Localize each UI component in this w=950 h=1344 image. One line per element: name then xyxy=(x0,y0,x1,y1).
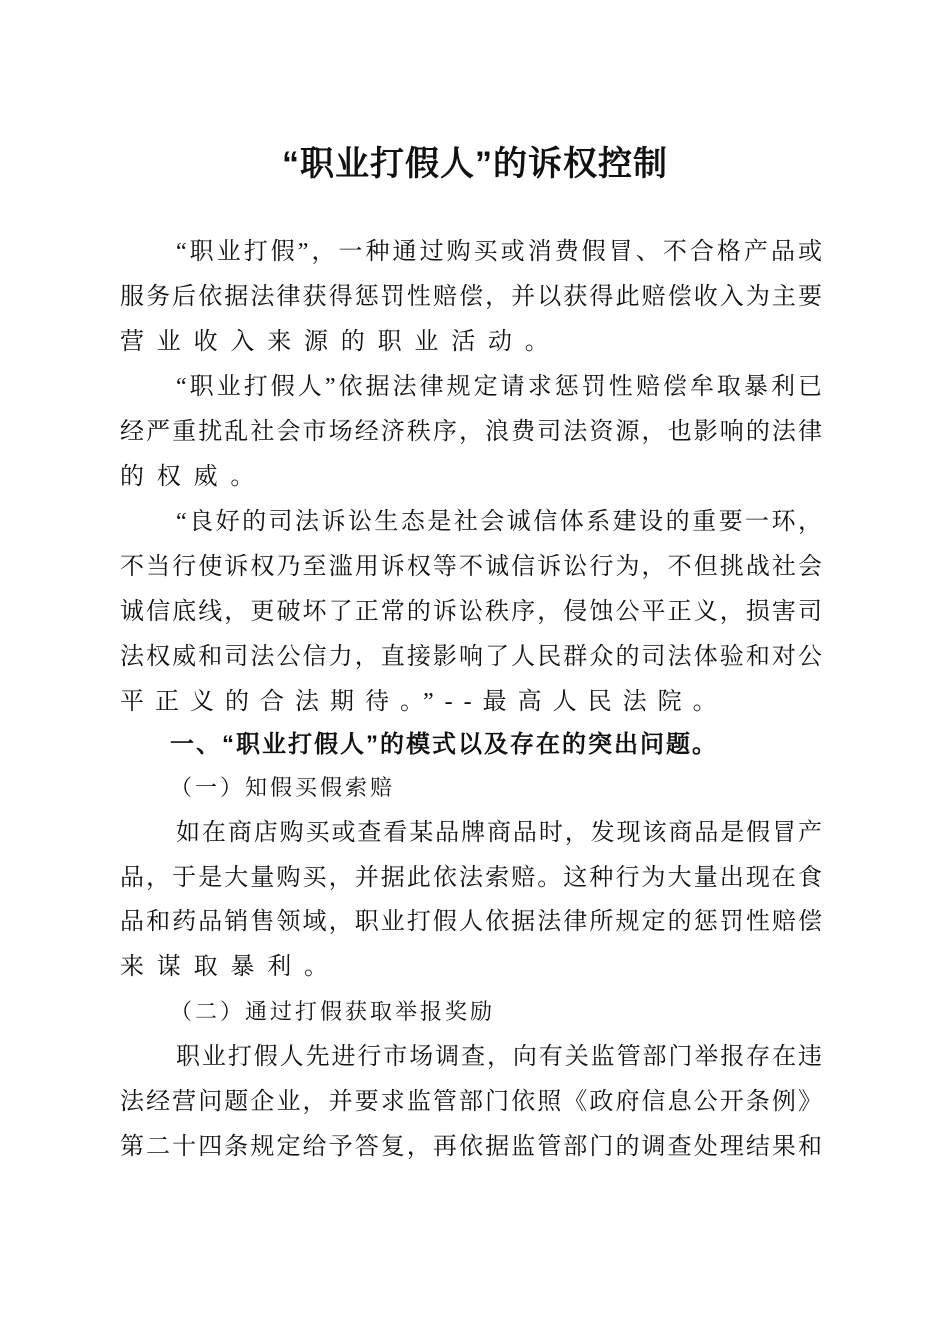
subsection-heading: （二）通过打假获取举报奖励 xyxy=(170,999,496,1024)
paragraph-line: 如在商店购买或查看某品牌商品时，发现该商品是假冒产 xyxy=(176,820,822,846)
paragraph-line: “职业打假”，一种通过购买或消费假冒、不合格产品或 xyxy=(176,239,822,265)
document-title: “职业打假人”的诉权控制 xyxy=(282,145,668,183)
paragraph-line: 法权威和司法公信力，直接影响了人民群众的司法体验和对公 xyxy=(120,644,822,670)
paragraph-line: 职业打假人先进行市场调查，向有关监管部门举报存在违 xyxy=(176,1044,822,1070)
subsection-heading: （一）知假买假索赔 xyxy=(170,775,396,800)
paragraph-line: 经严重扰乱社会市场经济秩序，浪费司法资源，也影响的法律 xyxy=(120,419,822,445)
paragraph-line: “良好的司法诉讼生态是社会诚信体系建设的重要一环， xyxy=(176,509,822,535)
paragraph-line: 品，于是大量购买，并据此依法索赔。这种行为大量出现在食 xyxy=(120,865,822,891)
paragraph-line: 诚信底线，更破坏了正常的诉讼秩序，侵蚀公平正义，损害司 xyxy=(120,599,822,625)
paragraph-line: 来谋取暴利。 xyxy=(120,954,341,980)
paragraph-line: 的权威。 xyxy=(120,464,268,490)
section-heading: 一、“职业打假人”的模式以及存在的突出问题。 xyxy=(170,731,718,758)
paragraph-line: “职业打假人”依据法律规定请求惩罚性赔偿牟取暴利已 xyxy=(176,374,822,400)
paragraph-line: 服务后依据法律获得惩罚性赔偿，并以获得此赔偿收入为主要 xyxy=(120,284,822,310)
paragraph-line: 营业收入来源的职业活动。 xyxy=(120,329,562,355)
paragraph-line: 第二十四条规定给予答复，再依据监管部门的调查处理结果和 xyxy=(120,1134,822,1160)
paragraph-line: 平正义的合法期待。”--最高人民法院。 xyxy=(120,689,728,715)
paragraph-line: 法经营问题企业，并要求监管部门依照《政府信息公开条例》 xyxy=(120,1089,822,1115)
paragraph-line: 品和药品销售领域，职业打假人依据法律所规定的惩罚性赔偿 xyxy=(120,909,822,935)
paragraph-line: 不当行使诉权乃至滥用诉权等不诚信诉讼行为，不但挑战社会 xyxy=(120,554,822,580)
